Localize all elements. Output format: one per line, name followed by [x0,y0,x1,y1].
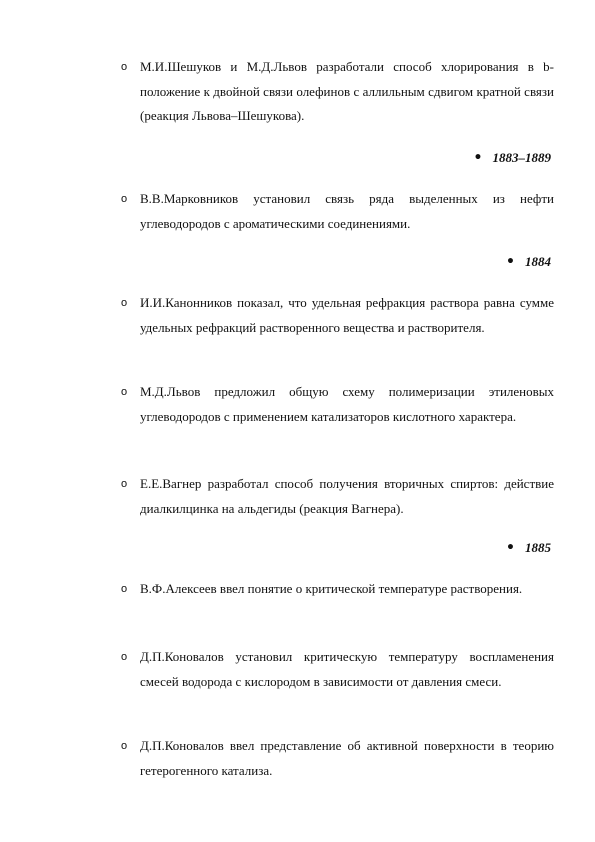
list-item [121,380,554,429]
entry-text: М.И.Шешуков и М.Д.Львов разработали способ хлорирования в b-положение к двойной связи олефинов с аллильным сдвигом кратной связи (реакция Львова–Шешукова). [140,59,554,123]
year-bullet: • [473,150,483,166]
list-item [121,55,554,129]
entry-text: В.В.Марковников установил связь ряда выделенных из нефти углеводородов с ароматическими соединениями. [140,191,554,231]
bullet-marker: o [121,740,128,752]
bullet-marker: o [121,583,128,595]
bullet-marker: o [121,478,128,490]
year-label: 1884 [525,254,551,269]
year-bullet: • [506,254,515,270]
year-label: 1885 [525,540,551,555]
entry-text: Д.П.Коновалов установил критическую температуру воспламенения смесей водорода с кислородом в зависимости от давления смеси. [140,649,554,689]
bullet-marker: o [121,193,128,205]
entry-text: Е.Е.Вагнер разработал способ получения вторичных спиртов: действие диалкилцинка на альдегиды (реакция Вагнера). [140,476,554,516]
year-heading [506,252,551,272]
bullet-marker: o [121,61,128,73]
list-item [121,577,554,602]
bullet-marker: o [121,651,128,663]
list-item [121,291,554,340]
year-heading [474,148,551,168]
entry-text: Д.П.Коновалов ввел представление об активной поверхности в теорию гетерогенного катализа. [140,738,554,778]
entry-text: В.Ф.Алексеев ввел понятие о критической температуре растворения. [140,581,523,596]
list-item [121,734,554,783]
bullet-marker: o [121,386,128,398]
bullet-marker: o [121,297,128,309]
year-label: 1883–1889 [492,150,551,165]
list-item [121,472,554,521]
list-item [121,645,554,694]
year-heading [506,538,551,558]
list-item [121,187,554,236]
entry-text: М.Д.Львов предложил общую схему полимеризации этиленовых углеводородов с применением катализаторов кислотного характера. [140,384,554,424]
entry-text: И.И.Канонников показал, что удельная рефракция раствора равна сумме удельных рефракций растворенного вещества и растворителя. [140,295,554,335]
year-bullet: • [506,540,515,556]
